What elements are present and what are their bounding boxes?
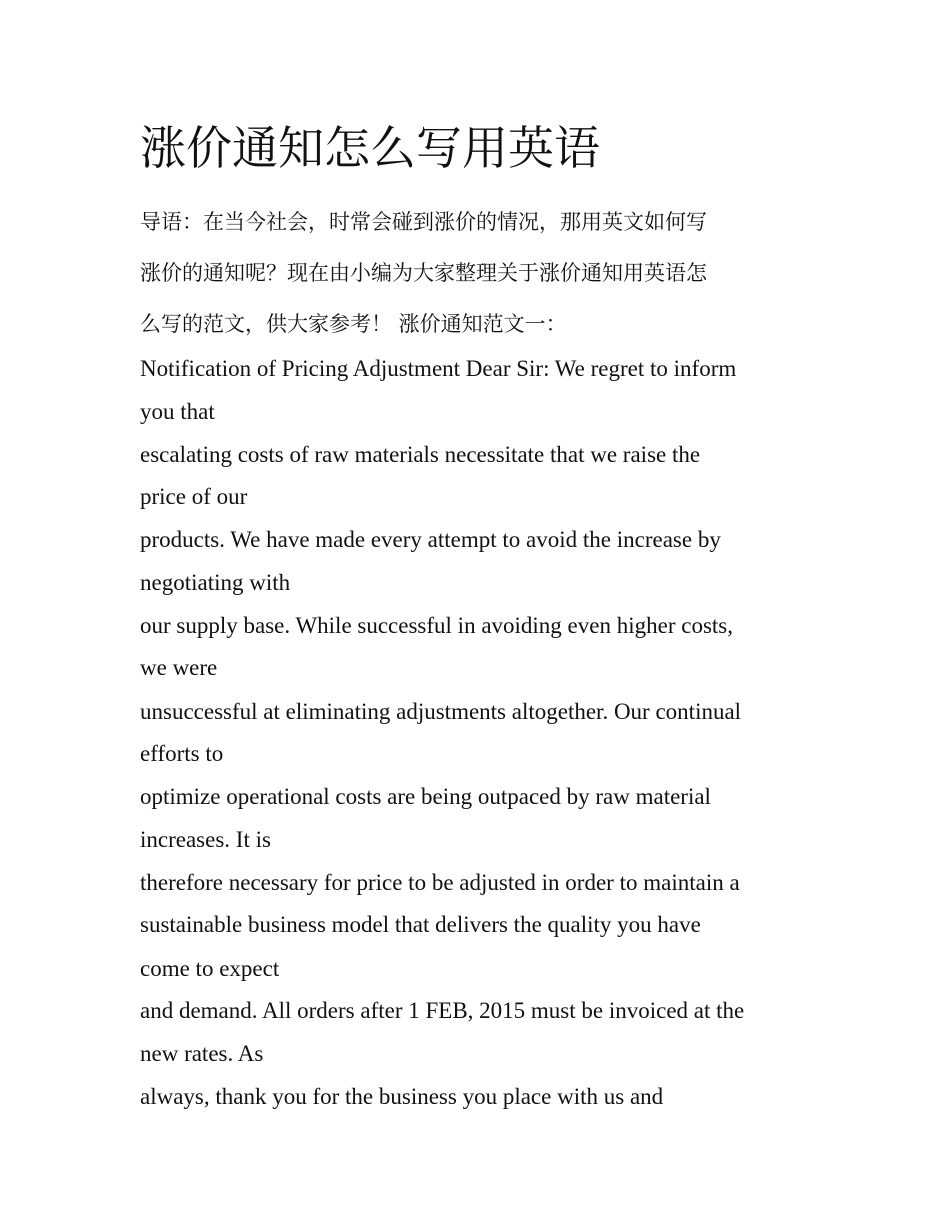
body-line-9: unsuccessful at eliminating adjustments altogether. Our continual (140, 699, 742, 724)
body-line-5: products. We have made every attempt to avoid the increase by (140, 527, 721, 552)
intro-line-2: 涨价的通知呢？现在由小编为大家整理关于涨价通知用英语怎 (140, 261, 707, 285)
body-line-10: efforts to (140, 741, 224, 766)
body-line-4: price of our (140, 484, 248, 509)
body-line-11: optimize operational costs are being outpaced by raw material (140, 784, 711, 809)
body-line-6: negotiating with (140, 570, 291, 595)
body-line-17: new rates. As (140, 1041, 264, 1066)
body-line-12: increases. It is (140, 827, 271, 852)
body-line-8: we were (140, 655, 218, 680)
body-line-14: sustainable business model that delivers the quality you have (140, 912, 701, 937)
body-line-13: therefore necessary for price to be adjusted in order to maintain a (140, 870, 740, 895)
body-line-16: and demand. All orders after 1 FEB, 2015 must be invoiced at the (140, 998, 745, 1023)
intro-line-3: 么写的范文，供大家参考！ 涨价通知范文一： (140, 312, 567, 336)
body-line-2: you that (140, 399, 215, 424)
body-line-18: always, thank you for the business you place with us and (140, 1084, 664, 1109)
document-title: 涨价通知怎么写用英语 (140, 121, 600, 175)
body-line-15: come to expect (140, 956, 280, 981)
body-line-7: our supply base. While successful in avoiding even higher costs, (140, 613, 733, 638)
body-line-1: Notification of Pricing Adjustment Dear Sir: We regret to inform (140, 356, 737, 381)
body-line-3: escalating costs of raw materials necessitate that we raise the (140, 442, 701, 467)
intro-line-1: 导语：在当今社会，时常会碰到涨价的情况，那用英文如何写 (140, 210, 707, 234)
document-page (140, 0, 820, 1229)
